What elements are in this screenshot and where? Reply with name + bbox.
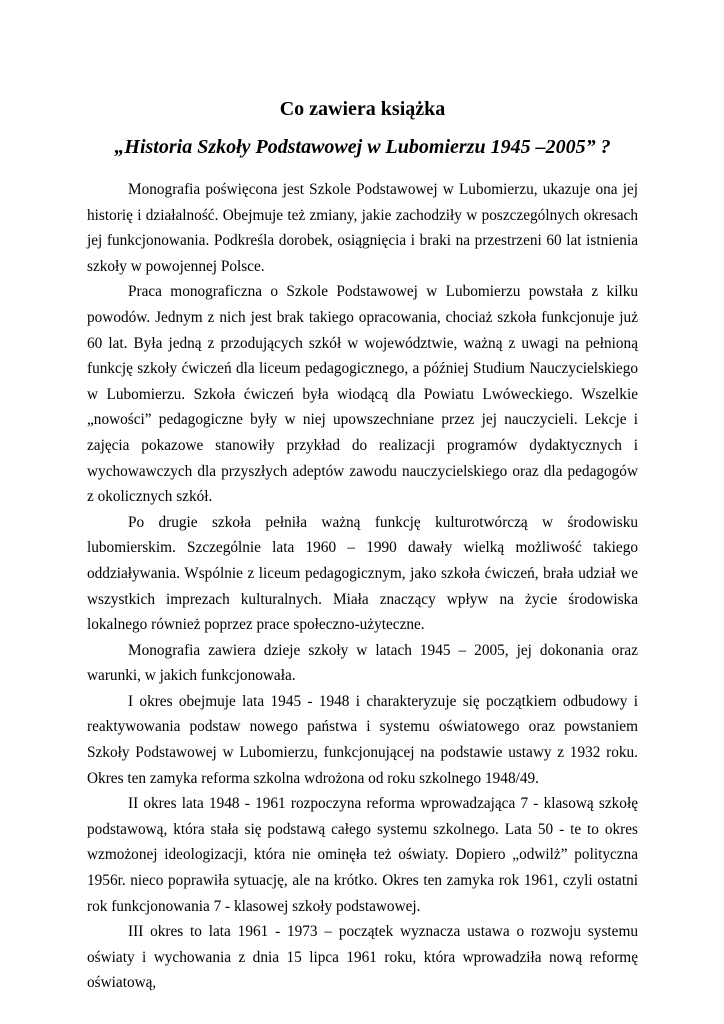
paragraph-scope: Monografia zawiera dzieje szkoły w latach 1945 – 2005, jej dokonania oraz warunki, w jakich funkcjonowała. bbox=[87, 641, 638, 685]
paragraph-reasons: Praca monograficzna o Szkole Podstawowej w Lubomierzu powstała z kilku powodów. Jednym z nich jest brak takiego opracowania, chociaż szkoła funkcjonuje już 60 lat. Była jedną z przodujących szkół w województwie, ważną z uwagi na pełnioną funkcję szkoły ćwiczeń dla liceum pedagogicznego, a później Studium Nauczycielskiego w Lubomierzu. Szkoła ćwiczeń była wiodącą dla Powiatu Lwóweckiego. Wszelkie „nowości” pedagogiczne były w niej upowszechniane przez jej nauczycieli. Lekcje i zajęcia pokazowe stanowiły przykład do realizacji programów dydaktycznych i wychowawczych dla przyszłych adeptów zawodu nauczycielskiego oraz dla pedagogów z okolicznych szkół. bbox=[87, 283, 638, 506]
document-title: Co zawiera książka bbox=[279, 98, 446, 120]
paragraph-period-3: III okres to lata 1961 - 1973 – początek wyznacza ustawa o rozwoju systemu oświaty i wychowania z dnia 15 lipca 1961 roku, która wprowadziła nową reformę oświatową, bbox=[87, 923, 638, 992]
paragraph-period-1: I okres obejmuje lata 1945 - 1948 i charakteryzuje się początkiem odbudowy i reaktywowania podstaw nowego państwa i systemu oświatowego oraz powstaniem Szkoły Podstawowej w Lubomierzu, funkcjonującej na podstawie ustawy z 1932 roku. Okres ten zamyka reforma szkolna wdrożona od roku szkolnego 1948/49. bbox=[87, 692, 638, 787]
paragraph-intro: Monografia poświęcona jest Szkole Podstawowej w Lubomierzu, ukazuje ona jej historię i działalność. Obejmuje też zmiany, jakie zachodziły w poszczególnych okresach jej funkcjonowania. Podkreśla dorobek, osiągnięcia i braki na przestrzeni 60 lat istnienia szkoły w powojennej Polsce. bbox=[87, 181, 638, 275]
book-title: „Historia Szkoły Podstawowej w Lubomierzu 1945 –2005” ? bbox=[114, 136, 611, 158]
paragraph-cultural-role: Po drugie szkoła pełniła ważną funkcję kulturotwórczą w środowisku lubomierskim. Szczególnie lata 1960 – 1990 dawały wielką możliwość takiego oddziaływania. Wspólnie z liceum pedagogicznym, jako szkoła ćwiczeń, brała udział we wszystkich imprezach kulturalnych. Miała znaczący wpływ na życie środowiska lokalnego również poprzez prace społeczno-użyteczne. bbox=[87, 513, 638, 634]
paragraph-period-2: II okres lata 1948 - 1961 rozpoczyna reforma wprowadzająca 7 - klasową szkołę podstawową, która stała się podstawą całego systemu szkolnego. Lata 50 - te to okres wzmożonej ideologizacji, która nie ominęła też oświaty. Dopiero „odwilż” polityczna 1956r. nieco poprawiła sytuację, ale na krótko. Okres ten zamyka rok 1961, czyli ostatni rok funkcjonowania 7 - klasowej szkoły podstawowej. bbox=[87, 795, 638, 915]
document-page bbox=[87, 97, 638, 996]
